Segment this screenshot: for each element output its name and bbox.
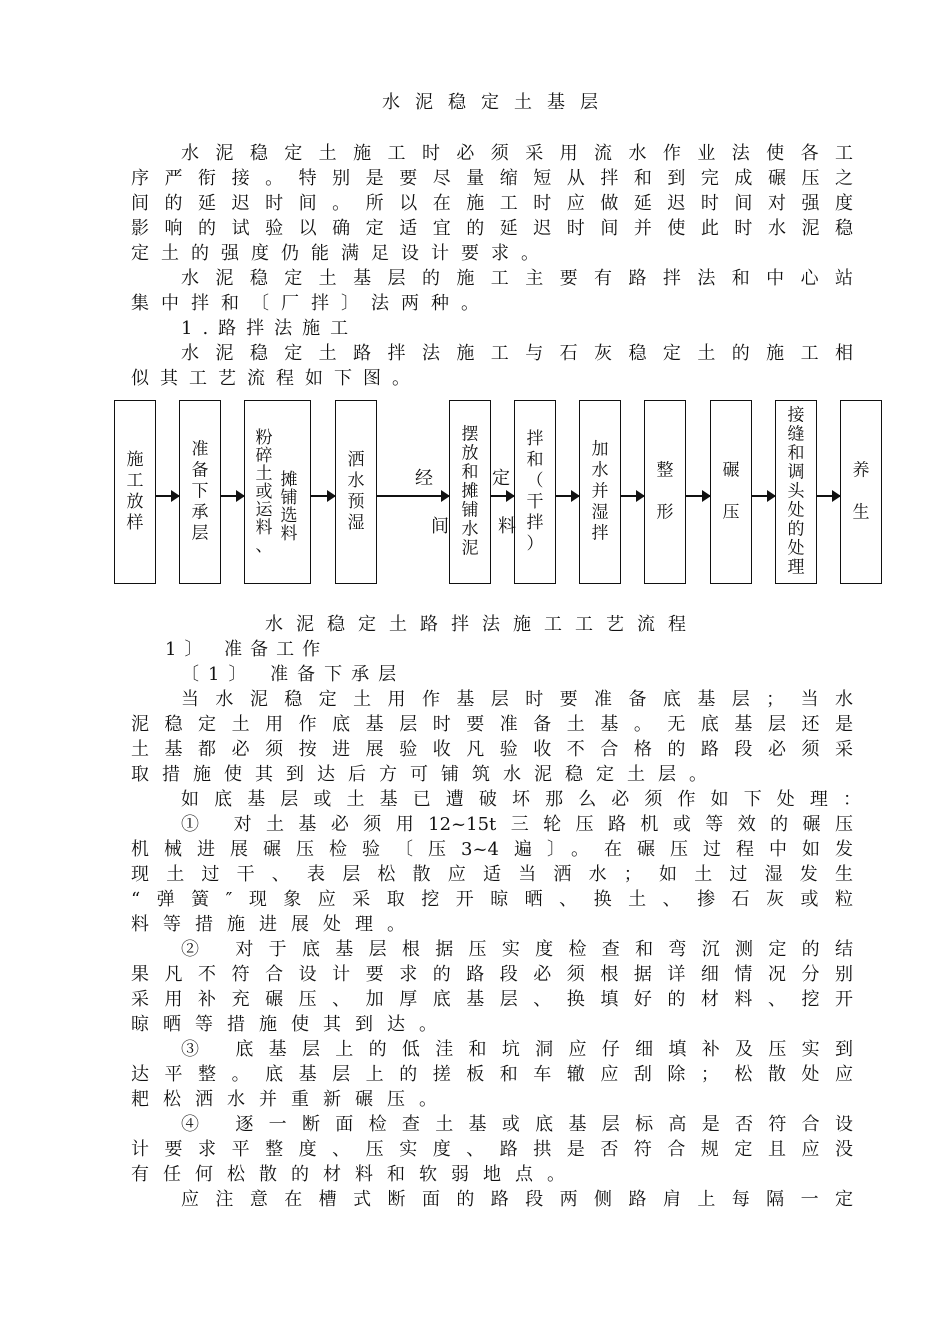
flow-step-wet-mix bbox=[579, 400, 621, 584]
flow-step-curing bbox=[840, 400, 882, 584]
paragraph-line: 水泥稳定土基层的施工主要有路拌法和中心站 bbox=[181, 268, 853, 289]
flow-arrow bbox=[556, 495, 579, 497]
flow-step-label: 加 水 并 湿 拌 bbox=[591, 439, 609, 544]
flow-arrow bbox=[221, 495, 244, 497]
paragraph-line: ④ 逐一断面检查土基或底基层标高是否符合设 bbox=[181, 1114, 853, 1135]
paragraph-line: 如底基层或土基已遭破坏那么必须作如下处理： bbox=[181, 789, 861, 810]
flow-step-prepare-base bbox=[179, 400, 221, 584]
flow-step-label: 施 工 放 样 bbox=[126, 450, 144, 533]
flow-arrow bbox=[311, 495, 335, 497]
paragraph-line: 达平整。底基层上的搓板和车辙应刮除；松散处应 bbox=[131, 1064, 853, 1085]
paragraph-line: 集中拌和〔厂拌〕法两种。 bbox=[131, 293, 491, 314]
figure-caption: 水泥稳定土路拌法施工工艺流程 bbox=[265, 614, 699, 635]
flow-arrow bbox=[752, 495, 775, 497]
overlay-char: 经 bbox=[415, 468, 433, 489]
flow-step-label: 摊 铺 选 料 bbox=[280, 469, 298, 544]
page-title: 水泥稳定土基层 bbox=[382, 92, 613, 113]
paragraph-line: 采用补充碾压、加厚底基层、换填好的材料、挖开 bbox=[131, 989, 853, 1010]
paragraph-line: 水泥稳定土施工时必须采用流水作业法使各工 bbox=[181, 143, 853, 164]
paragraph-line: 晾晒等措施使其到达。 bbox=[131, 1014, 451, 1035]
paragraph-line: 料等措施进展处理。 bbox=[131, 914, 419, 935]
paragraph-line: “弹簧″现象应采取挖开晾晒、换土、掺石灰或粒 bbox=[131, 889, 853, 910]
paragraph-line: 间的延迟时间。所以在施工时应做延迟时间对强度 bbox=[131, 193, 853, 214]
flow-step-label: 拌 和 （ 干 拌 ） bbox=[526, 429, 544, 554]
paragraph-line: 定土的强度仍能满足设计要求。 bbox=[131, 243, 551, 264]
flow-arrow bbox=[621, 495, 644, 497]
flow-step-label: 整 形 bbox=[656, 460, 674, 523]
flow-step-rolling bbox=[710, 400, 752, 584]
flow-step-survey bbox=[114, 400, 156, 584]
flow-step-shaping bbox=[644, 400, 686, 584]
paragraph-line: 似其工艺流程如下图。 bbox=[131, 368, 421, 389]
paragraph-line: 序严衔接。特别是要尽量缩短从拌和到完成碾压之 bbox=[131, 168, 853, 189]
flow-arrow bbox=[817, 495, 840, 497]
flow-step-crush-spread bbox=[244, 400, 311, 584]
flow-arrow bbox=[491, 495, 514, 497]
flow-step-label: 碾 压 bbox=[722, 460, 740, 523]
paragraph-line: 果凡不符合设计要求的路段必须根据详细情况分别 bbox=[131, 964, 853, 985]
flow-step-prewet bbox=[335, 400, 377, 584]
overlay-char: 定 bbox=[492, 468, 510, 489]
paragraph-line: 泥稳定土用作底基层时要准备土基。无底基层还是 bbox=[131, 714, 853, 735]
overlay-char: 料 bbox=[498, 516, 516, 537]
paragraph-line: 有任何松散的材料和软弱地点。 bbox=[131, 1164, 579, 1185]
flow-arrow bbox=[686, 495, 710, 497]
overlay-char: 间 bbox=[431, 516, 449, 537]
flow-step-label: 接 缝 和 调 头 处 的 处 理 bbox=[787, 405, 805, 578]
paragraph-line: 机械进展碾压检验〔压3~4遍〕。在碾压过程中如发 bbox=[131, 839, 853, 860]
paragraph-line: ③ 底基层上的低洼和坑洞应仔细填补及压实到 bbox=[181, 1039, 853, 1060]
paragraph-line: ① 对土基必须用12~15t三轮压路机或等效的碾压 bbox=[181, 814, 853, 835]
subsection-heading: 〔1〕 准备下承层 bbox=[181, 664, 406, 685]
flow-step-joint-treatment bbox=[775, 400, 817, 584]
section-heading: 1.路拌法施工 bbox=[181, 318, 359, 339]
paragraph-line: 计要求平整度、压实度、路拱是否符合规定且应没 bbox=[131, 1139, 853, 1160]
flow-arrow bbox=[156, 495, 179, 497]
flow-step-label: 养 生 bbox=[852, 460, 870, 523]
paragraph-line: 取措施使其到达后方可铺筑水泥稳定土层。 bbox=[131, 764, 720, 785]
paragraph-line: 影响的试验以确定适宜的延迟时间并使此时水泥稳 bbox=[131, 218, 853, 239]
subsection-heading: 1〕 准备工作 bbox=[165, 639, 329, 660]
paragraph-line: ② 对于底基层根据压实度检查和弯沉测定的结 bbox=[181, 939, 853, 960]
process-flow-diagram bbox=[113, 398, 883, 588]
paragraph-line: 耙松洒水并重新碾压。 bbox=[131, 1089, 451, 1110]
paragraph-line: 应注意在槽式断面的路段两侧路肩上每隔一定 bbox=[181, 1189, 853, 1210]
flow-step-label: 洒 水 预 湿 bbox=[347, 450, 365, 533]
flow-step-dry-mix bbox=[514, 400, 556, 584]
flow-step-label: 准 备 下 承 层 bbox=[191, 439, 209, 544]
paragraph-line: 现土过干、表层松散应适当洒水；如土过湿发生 bbox=[131, 864, 853, 885]
paragraph-line: 水泥稳定土路拌法施工与石灰稳定土的施工相 bbox=[181, 343, 853, 364]
flow-step-label: 粉 碎 土 或 运 料 、 bbox=[255, 428, 273, 556]
paragraph-line: 当水泥稳定土用作基层时要准备底基层；当水 bbox=[181, 689, 853, 710]
paragraph-line: 土基都必须按进展验收凡验收不合格的路段必须采 bbox=[131, 739, 853, 760]
flow-step-place-cement bbox=[449, 400, 491, 584]
flow-step-label: 摆 放 和 摊 铺 水 泥 bbox=[461, 424, 479, 559]
flow-arrow bbox=[377, 495, 449, 497]
